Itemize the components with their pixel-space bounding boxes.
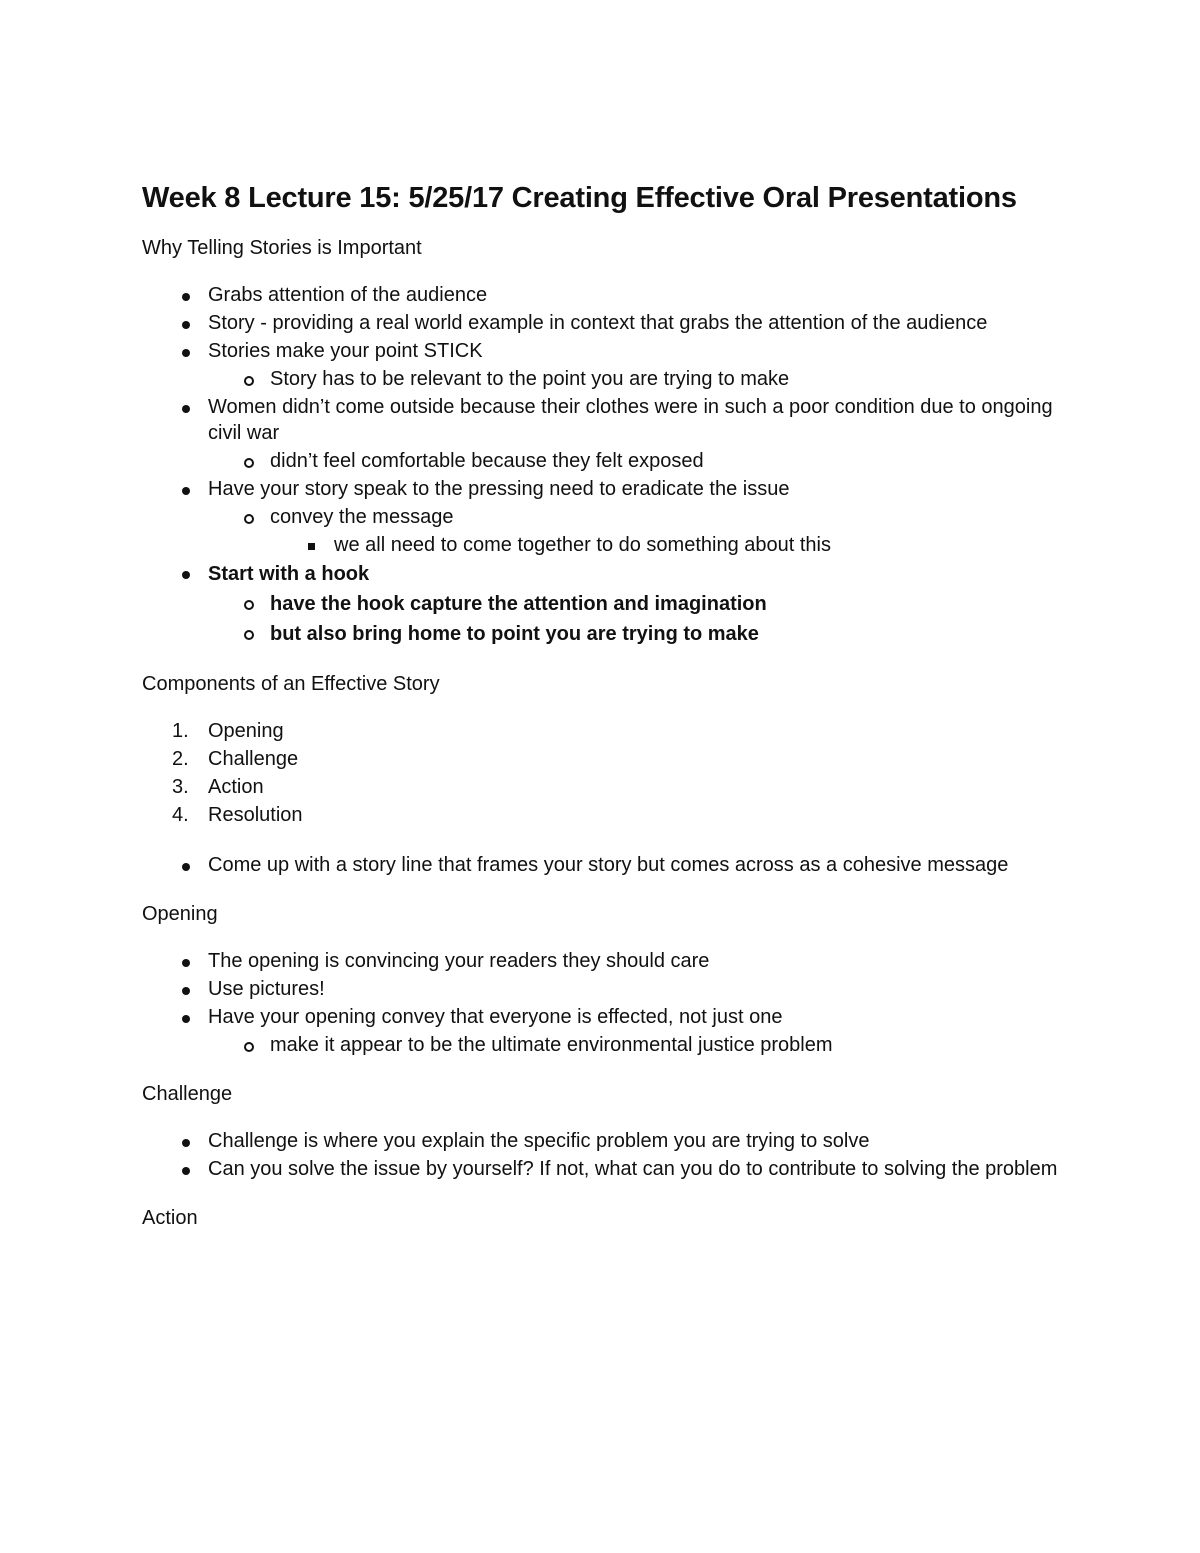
list-item [142, 392, 1062, 446]
list-item [142, 1002, 1062, 1030]
list-item [142, 1126, 1062, 1154]
components-bullet-list [142, 850, 1062, 878]
numbered-item-text: Resolution [208, 804, 303, 826]
list-item-text: make it appear to be the ultimate environmental justice problem [270, 1034, 833, 1056]
list-item [142, 474, 1062, 502]
list-item-text: Women didn’t come outside because their clothes were in such a poor condition due to ongoing civil war [208, 396, 1053, 444]
list-item-text: Stories make your point STICK [208, 340, 483, 362]
list-item-text: Come up with a story line that frames your story but comes across as a cohesive message [208, 854, 1009, 876]
bullet-disc-icon [182, 1167, 190, 1175]
numbered-item [142, 716, 1062, 744]
bullet-circle-icon [244, 458, 254, 468]
list-item-text: Story - providing a real world example in context that grabs the attention of the audience [208, 312, 988, 334]
list-item-text: we all need to come together to do something about this [334, 534, 831, 556]
item-number: 4. [172, 804, 189, 826]
list-item [142, 530, 1062, 558]
bullet-disc-icon [182, 487, 190, 495]
list-item [142, 618, 1062, 648]
item-number: 3. [172, 776, 189, 798]
list-item-text: Grabs attention of the audience [208, 284, 488, 306]
numbered-item-text: Action [208, 776, 264, 798]
list-item-text: but also bring home to point you are trying to make [270, 623, 759, 645]
bullet-circle-icon [244, 630, 254, 640]
list-item [142, 588, 1062, 618]
list-item [142, 502, 1062, 530]
bullet-circle-icon [244, 514, 254, 524]
bullet-disc-icon [182, 863, 190, 871]
stories-list [142, 280, 1062, 648]
section-heading-opening: Opening [142, 903, 218, 925]
components-numbered-list [142, 716, 1062, 828]
item-number: 1. [172, 720, 189, 742]
list-item [142, 446, 1062, 474]
list-item-text: Use pictures! [208, 978, 325, 1000]
bullet-disc-icon [182, 1139, 190, 1147]
bullet-circle-icon [244, 600, 254, 610]
list-item-text: Story has to be relevant to the point you are trying to make [270, 368, 790, 390]
list-item [142, 280, 1062, 308]
list-item [142, 974, 1062, 1002]
bullet-disc-icon [182, 405, 190, 413]
list-item [142, 850, 1062, 878]
bullet-disc-icon [182, 349, 190, 357]
page-title: Week 8 Lecture 15: 5/25/17 Creating Effective Oral Presentations [142, 182, 1017, 214]
list-item-text: Have your opening convey that everyone is effected, not just one [208, 1006, 783, 1028]
numbered-item [142, 800, 1062, 828]
list-item [142, 1154, 1062, 1182]
section-heading-stories: Why Telling Stories is Important [142, 237, 422, 259]
list-item-text: Have your story speak to the pressing need to eradicate the issue [208, 478, 790, 500]
list-item-text: have the hook capture the attention and imagination [270, 593, 767, 615]
list-item-text: convey the message [270, 506, 454, 528]
section-heading-challenge: Challenge [142, 1083, 233, 1105]
bullet-disc-icon [182, 1015, 190, 1023]
numbered-item [142, 772, 1062, 800]
bullet-square-icon [308, 543, 315, 550]
list-item-text: The opening is convincing your readers they should care [208, 950, 710, 972]
list-item [142, 558, 1062, 588]
bullet-disc-icon [182, 321, 190, 329]
challenge-list [142, 1126, 1062, 1182]
list-item [142, 336, 1062, 364]
numbered-item-text: Challenge [208, 748, 299, 770]
list-item-text: Challenge is where you explain the specific problem you are trying to solve [208, 1130, 870, 1152]
section-heading-components: Components of an Effective Story [142, 673, 440, 695]
bullet-disc-icon [182, 959, 190, 967]
list-item [142, 946, 1062, 974]
list-item [142, 308, 1062, 336]
list-item-text: Start with a hook [208, 563, 370, 585]
item-number: 2. [172, 748, 189, 770]
list-item [142, 1030, 1062, 1058]
list-item-text: didn’t feel comfortable because they felt exposed [270, 450, 704, 472]
bullet-circle-icon [244, 1042, 254, 1052]
section-heading-action: Action [142, 1207, 198, 1229]
document-page [142, 178, 1062, 1250]
bullet-disc-icon [182, 293, 190, 301]
numbered-item [142, 744, 1062, 772]
list-item-text: Can you solve the issue by yourself? If not, what can you do to contribute to solving the problem [208, 1158, 1058, 1180]
bullet-disc-icon [182, 987, 190, 995]
list-item [142, 364, 1062, 392]
bullet-disc-icon [182, 571, 190, 579]
opening-list [142, 946, 1062, 1058]
bullet-circle-icon [244, 376, 254, 386]
numbered-item-text: Opening [208, 720, 284, 742]
